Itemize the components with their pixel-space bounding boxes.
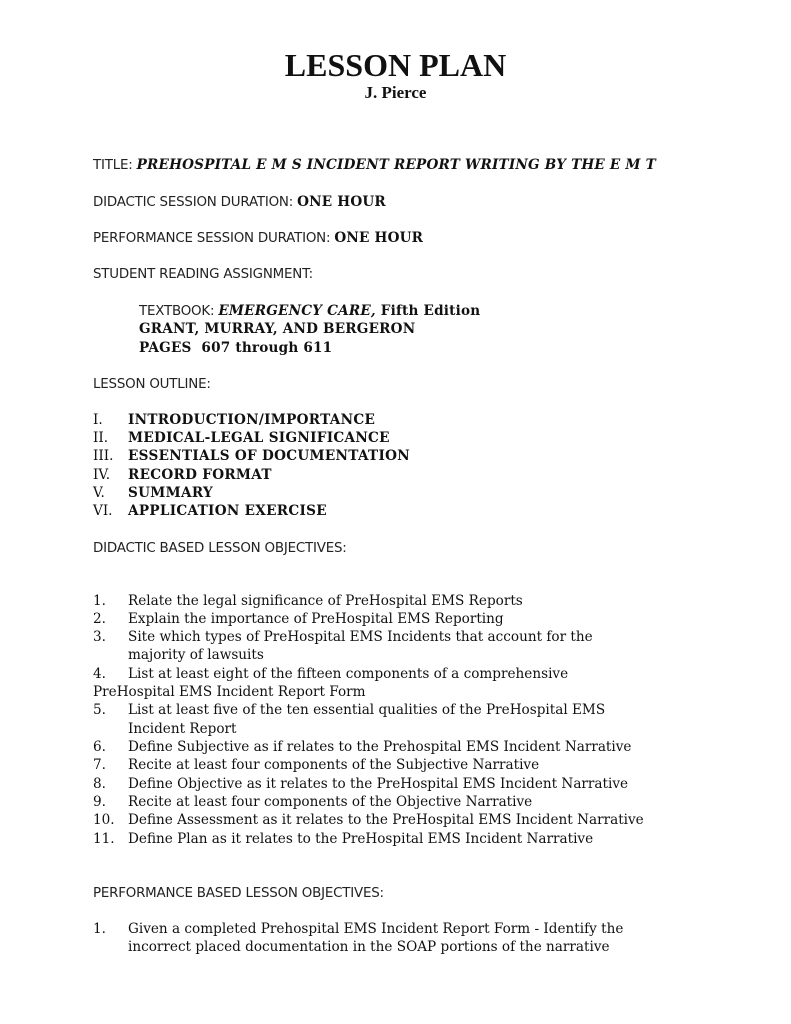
- objective-text: Define Plan as it relates to the PreHospital EMS Incident Narrative: [128, 831, 594, 847]
- performance-duration-field: [93, 229, 423, 248]
- page-title: LESSON PLAN: [284, 47, 507, 83]
- objective-number: 5.: [93, 702, 106, 718]
- textbook-edition: Fifth Edition: [375, 303, 481, 319]
- title-value: PREHOSPITAL E M S INCIDENT REPORT WRITING BY THE E M T: [136, 157, 656, 173]
- lesson-outline-heading: [93, 375, 211, 394]
- performance-objectives-heading: [93, 884, 384, 903]
- objective-text: List at least five of the ten essential qualities of the PreHospital EMS: [128, 702, 606, 718]
- objective-number: 9.: [93, 794, 106, 810]
- objective-number: 4.: [93, 666, 106, 682]
- authors-text: GRANT, MURRAY, AND BERGERON: [139, 321, 416, 337]
- objective-number: 11.: [93, 831, 115, 847]
- outline-number: III.: [93, 448, 114, 464]
- objective-text: List at least eight of the fifteen components of a comprehensive: [128, 666, 569, 682]
- outline-label: RECORD FORMAT: [128, 467, 272, 483]
- didactic-objectives-label: DIDACTIC BASED LESSON OBJECTIVES:: [93, 541, 347, 556]
- outline-number: I.: [93, 412, 103, 428]
- objective-text: Define Objective as it relates to the PreHospital EMS Incident Narrative: [128, 776, 629, 792]
- textbook-pages: [139, 339, 332, 357]
- objective-text: Recite at least four components of the Subjective Narrative: [128, 757, 540, 773]
- objective-text-continued: incorrect placed documentation in the SOAP portions of the narrative: [128, 939, 610, 955]
- didactic-duration-value: ONE HOUR: [297, 194, 386, 210]
- objective-text: Define Assessment as it relates to the PreHospital EMS Incident Narrative: [128, 812, 644, 828]
- textbook-label: TEXTBOOK:: [139, 304, 219, 319]
- lesson-outline-label: LESSON OUTLINE:: [93, 377, 211, 392]
- outline-label: MEDICAL-LEGAL SIGNIFICANCE: [128, 430, 390, 446]
- author-name: J. Pierce: [364, 83, 427, 102]
- objective-number: 3.: [93, 629, 106, 645]
- reading-assignment-heading: [93, 265, 313, 284]
- textbook-authors: [139, 320, 415, 338]
- objective-number: 10.: [93, 812, 115, 828]
- didactic-objectives-heading: [93, 539, 347, 558]
- title-label: TITLE:: [93, 158, 137, 173]
- outline-label: ESSENTIALS OF DOCUMENTATION: [128, 448, 410, 464]
- outline-label: INTRODUCTION/IMPORTANCE: [128, 412, 376, 428]
- textbook-title: EMERGENCY CARE,: [218, 303, 376, 319]
- objective-number: 1.: [93, 593, 106, 609]
- objective-text-continued: Incident Report: [128, 721, 237, 737]
- objective-text: Recite at least four components of the Objective Narrative: [128, 794, 533, 810]
- objective-text: Define Subjective as if relates to the Prehospital EMS Incident Narrative: [128, 739, 632, 755]
- objective-text-continued: majority of lawsuits: [128, 647, 264, 663]
- objective-text: Given a completed Prehospital EMS Incident Report Form - Identify the: [128, 921, 624, 937]
- textbook-line: [139, 302, 480, 321]
- outline-number: V.: [93, 485, 105, 501]
- didactic-duration-label: DIDACTIC SESSION DURATION:: [93, 195, 298, 210]
- performance-duration-label: PERFORMANCE SESSION DURATION:: [93, 231, 335, 246]
- title-field: [93, 156, 656, 175]
- performance-duration-value: ONE HOUR: [334, 230, 424, 246]
- outline-number: II.: [93, 430, 109, 446]
- outline-label: APPLICATION EXERCISE: [128, 503, 327, 519]
- performance-objectives-label: PERFORMANCE BASED LESSON OBJECTIVES:: [93, 886, 384, 901]
- reading-assignment-label: STUDENT READING ASSIGNMENT:: [93, 267, 313, 282]
- didactic-duration-field: [93, 193, 386, 212]
- objective-text: Explain the importance of PreHospital EMS Reporting: [128, 611, 504, 627]
- objective-number: 1.: [93, 921, 106, 937]
- objective-number: 2.: [93, 611, 106, 627]
- objective-text-continued: PreHospital EMS Incident Report Form: [93, 684, 366, 700]
- objective-text: Site which types of PreHospital EMS Incidents that account for the: [128, 629, 593, 645]
- pages-text: PAGES 607 through 611: [139, 340, 333, 356]
- outline-number: VI.: [93, 503, 113, 519]
- objective-text: Relate the legal significance of PreHospital EMS Reports: [128, 593, 523, 609]
- outline-label: SUMMARY: [128, 485, 213, 501]
- objective-number: 7.: [93, 757, 106, 773]
- objective-number: 6.: [93, 739, 106, 755]
- objective-number: 8.: [93, 776, 106, 792]
- outline-number: IV.: [93, 467, 111, 483]
